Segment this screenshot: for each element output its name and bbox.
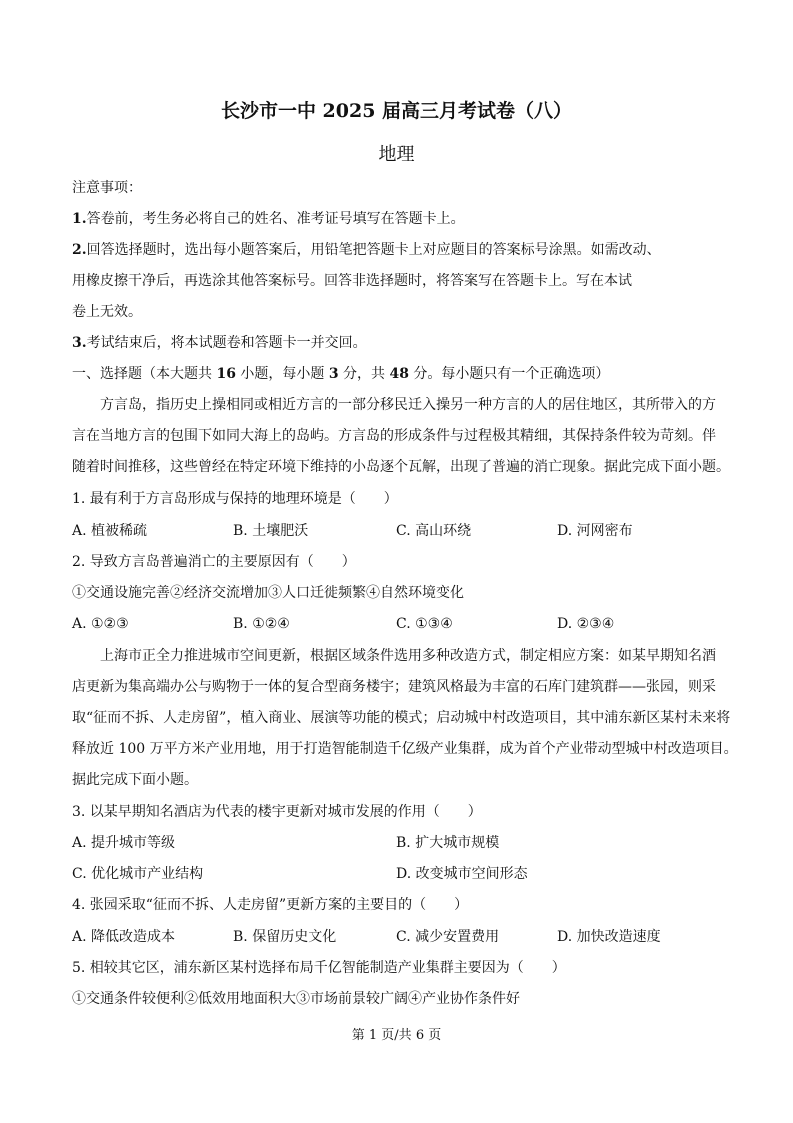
- passage1-line: 言在当地方言的包围下如同大海上的岛屿。方言岛的形成条件与过程极其精细，其保持条件较为苛刻。伴: [72, 428, 716, 444]
- question-2-statement: ①交通设施完善②经济交流增加③人口迁徙频繁④自然环境变化: [72, 585, 464, 601]
- notice-heading: 注意事项：: [72, 180, 142, 196]
- question-4-option-b: B. 保留历史文化: [233, 929, 337, 945]
- page-footer: 第 1 页/共 6 页: [351, 1028, 442, 1043]
- notice-item-1: [72, 209, 729, 229]
- notice-text: 考试结束后，将本试题卷和答题卡一并交回。: [86, 335, 367, 351]
- section-count: 16: [216, 366, 236, 382]
- section-heading: [72, 364, 729, 384]
- passage1-line: 随着时间推移，这些曾经在特定环境下维持的小岛逐个瓦解，出现了普遍的消亡现象。据此完成下面小题。: [72, 459, 730, 475]
- notice-number: 2.: [72, 242, 87, 258]
- question-4-option-c: C. 减少安置费用: [396, 929, 500, 945]
- passage2-line: 释放近 100 万平方米产业用地，用于打造智能制造千亿级产业集群，成为首个产业带动型城中村改造项目。: [72, 741, 738, 757]
- passage2-line: 上海市正全力推进城市空间更新，根据区域条件选用多种改造方式，制定相应方案：如某早期知名酒: [100, 648, 716, 664]
- question-4-option-a: A. 降低改造成本: [72, 929, 176, 945]
- exam-title: 长沙市一中 2025 届高三月考试卷（八）: [220, 100, 573, 122]
- question-1-option-d: D. 河网密布: [557, 523, 633, 539]
- question-3-option-a: A. 提升城市等级: [72, 835, 176, 851]
- passage2-line: 店更新为集高端办公与购物于一体的复合型商务楼宇；建筑风格最为丰富的石库门建筑群——张园，则采: [72, 679, 716, 695]
- notice-number: 1.: [72, 211, 87, 227]
- section-text: 分，共: [338, 366, 390, 382]
- section-score: 3: [328, 366, 339, 382]
- question-3-option-d: D. 改变城市空间形态: [396, 866, 528, 882]
- question-2-stem: 2. 导致方言岛普遍消亡的主要原因有（ ）: [72, 554, 356, 570]
- question-2-option-d: D. ②③④: [557, 616, 615, 632]
- section-text: 一、选择题（本大题共: [72, 366, 217, 382]
- section-text: 分。每小题只有一个正确选项）: [408, 366, 610, 382]
- question-2-option-c: C. ①③④: [396, 616, 453, 632]
- notice-number: 3.: [72, 335, 87, 351]
- passage2-line: 据此完成下面小题。: [72, 772, 198, 788]
- notice-item-2-cont1: 用橡皮擦干净后，再选涂其他答案标号。回答非选择题时，将答案写在答题卡上。写在本试: [72, 273, 632, 289]
- question-1-option-c: C. 高山环绕: [396, 523, 472, 539]
- section-total: 48: [389, 366, 409, 382]
- question-1-option-a: A. 植被稀疏: [72, 523, 148, 539]
- question-3-option-b: B. 扩大城市规模: [396, 835, 500, 851]
- notice-text: 回答选择题时，选出每小题答案后，用铅笔把答题卡上对应题目的答案标号涂黑。如需改动、: [86, 242, 661, 258]
- question-1-option-b: B. 土壤肥沃: [233, 523, 309, 539]
- question-3-option-c: C. 优化城市产业结构: [72, 866, 204, 882]
- question-2-option-b: B. ①②④: [233, 616, 290, 632]
- section-text: 小题，每小题: [235, 366, 329, 382]
- subject-title: 地理: [378, 144, 415, 165]
- notice-item-3: [72, 333, 729, 353]
- passage2-line: 取“征而不拆、人走房留”，植入商业、展演等功能的模式；启动城中村改造项目，其中浦东新区某村未来将: [72, 710, 731, 726]
- question-3-stem: 3. 以某早期知名酒店为代表的楼宇更新对城市发展的作用（ ）: [72, 804, 482, 820]
- passage1-line: 方言岛，指历史上操相同或相近方言的一部分移民迁入操另一种方言的人的居住地区，其所带入的方: [100, 397, 716, 413]
- question-2-option-a: A. ①②③: [72, 616, 129, 632]
- question-1-stem: 1. 最有利于方言岛形成与保持的地理环境是（ ）: [72, 491, 398, 507]
- question-4-option-d: D. 加快改造速度: [557, 929, 661, 945]
- question-5-statement: ①交通条件较便利②低效用地面积大③市场前景较广阔④产业协作条件好: [72, 991, 520, 1007]
- question-5-stem: 5. 相较其它区，浦东新区某村选择布局千亿智能制造产业集群主要因为（ ）: [72, 960, 566, 976]
- notice-text: 答卷前，考生务必将自己的姓名、准考证号填写在答题卡上。: [86, 211, 465, 227]
- notice-item-2-cont2: 卷上无效。: [72, 304, 142, 320]
- question-4-stem: 4. 张园采取“征而不拆、人走房留”更新方案的主要目的（ ）: [72, 897, 469, 913]
- notice-item-2: [72, 240, 729, 260]
